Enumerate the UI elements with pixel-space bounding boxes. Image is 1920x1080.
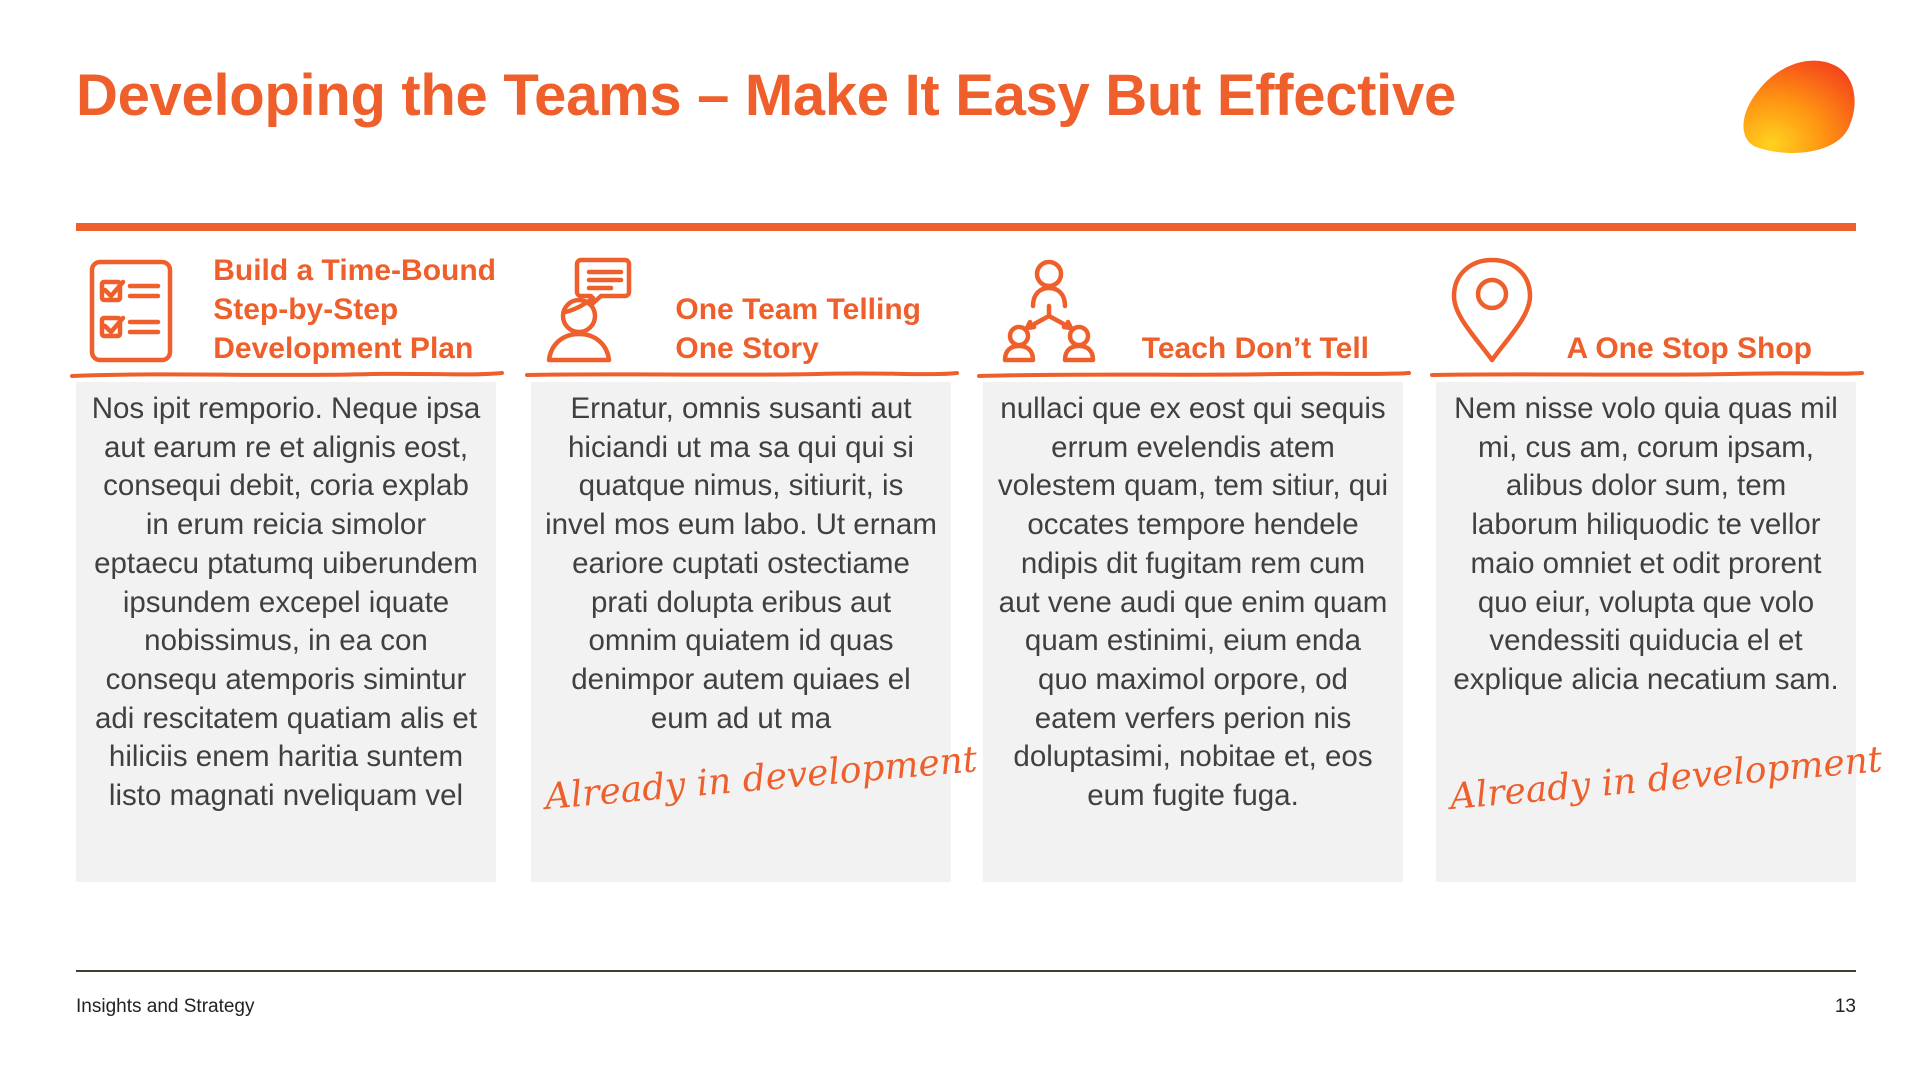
column-time-bound-plan bbox=[76, 248, 496, 882]
column-body-text: nullaci que ex eost qui sequis errum evelendis atem volestem quam, tem sitiur, qui occates tempore hendele ndipis dit fugitam rem cum aut vene audi que enim quam quam estinimi, eium enda quo maximol orpore, od eatem verfers perion nis doluptasimi, nobitae et, eos eum fugite fuga. bbox=[997, 392, 1389, 813]
column-header bbox=[531, 248, 951, 376]
column-underline bbox=[979, 370, 1409, 380]
presenter-speech-icon bbox=[541, 256, 635, 366]
team-hierarchy-icon bbox=[991, 256, 1101, 366]
map-pin-icon bbox=[1446, 256, 1540, 366]
page-number: 13 bbox=[1834, 996, 1856, 1017]
column-heading: Teach Don’t Tell bbox=[1141, 332, 1369, 365]
column-underline bbox=[1432, 370, 1862, 380]
column-body bbox=[76, 382, 496, 882]
column-underline bbox=[72, 370, 502, 380]
top-rule bbox=[76, 223, 1856, 231]
column-one-team-story bbox=[531, 248, 979, 882]
handwritten-note: Already in development bbox=[1448, 739, 1884, 818]
slide-title: Developing the Teams – Make It Easy But Effective bbox=[76, 63, 1456, 128]
handwritten-note: Already in development bbox=[543, 739, 979, 818]
column-body-text: Nem nisse volo quia quas mil mi, cus am, corum ipsam, alibus dolor sum, tem laborum hiliquodic te vellor maio omniet et odit prorent quo eiur, volupta que volo vendessiti quiducia el et explique alicia necatium sam. bbox=[1453, 392, 1839, 696]
orange-blob-logo bbox=[1738, 55, 1858, 159]
column-body-text: Nos ipit remporio. Neque ipsa aut earum re et alignis eost, consequi debit, coria explab in erum reicia simolor eptaecu ptatumq uiberundem ipsundem excepel iquate nobissimus, in ea con consequ atemporis simintur adi rescitatem quatiam alis et hiliciis enem haritia suntem listo magnati nveliquam vel bbox=[91, 392, 481, 813]
column-one-stop-shop bbox=[1436, 248, 1884, 882]
column-heading: Build a Time-Bound Step-by-Step Development Plan bbox=[213, 254, 496, 365]
column-header bbox=[1436, 248, 1856, 376]
column-body bbox=[983, 382, 1403, 882]
footer-label: Insights and Strategy bbox=[76, 996, 255, 1017]
column-header bbox=[983, 248, 1403, 376]
checklist-icon bbox=[86, 256, 180, 366]
footer-rule bbox=[76, 970, 1856, 972]
column-heading: One Team Telling One Story bbox=[675, 293, 921, 365]
column-header bbox=[76, 248, 496, 376]
column-underline bbox=[527, 370, 957, 380]
column-heading: A One Stop Shop bbox=[1566, 332, 1812, 365]
column-body bbox=[1436, 382, 1884, 882]
column-body bbox=[531, 382, 979, 882]
column-body-text: Ernatur, omnis susanti aut hiciandi ut ma sa qui qui si quatque nimus, sitiurit, is invel mos eum labo. Ut ernam eariore cuptati ostectiame prati dolupta eribus aut omnim quiatem id quas denimpor autem quiaes el eum ad ut ma bbox=[545, 392, 937, 735]
column-teach-dont-tell bbox=[983, 248, 1403, 882]
